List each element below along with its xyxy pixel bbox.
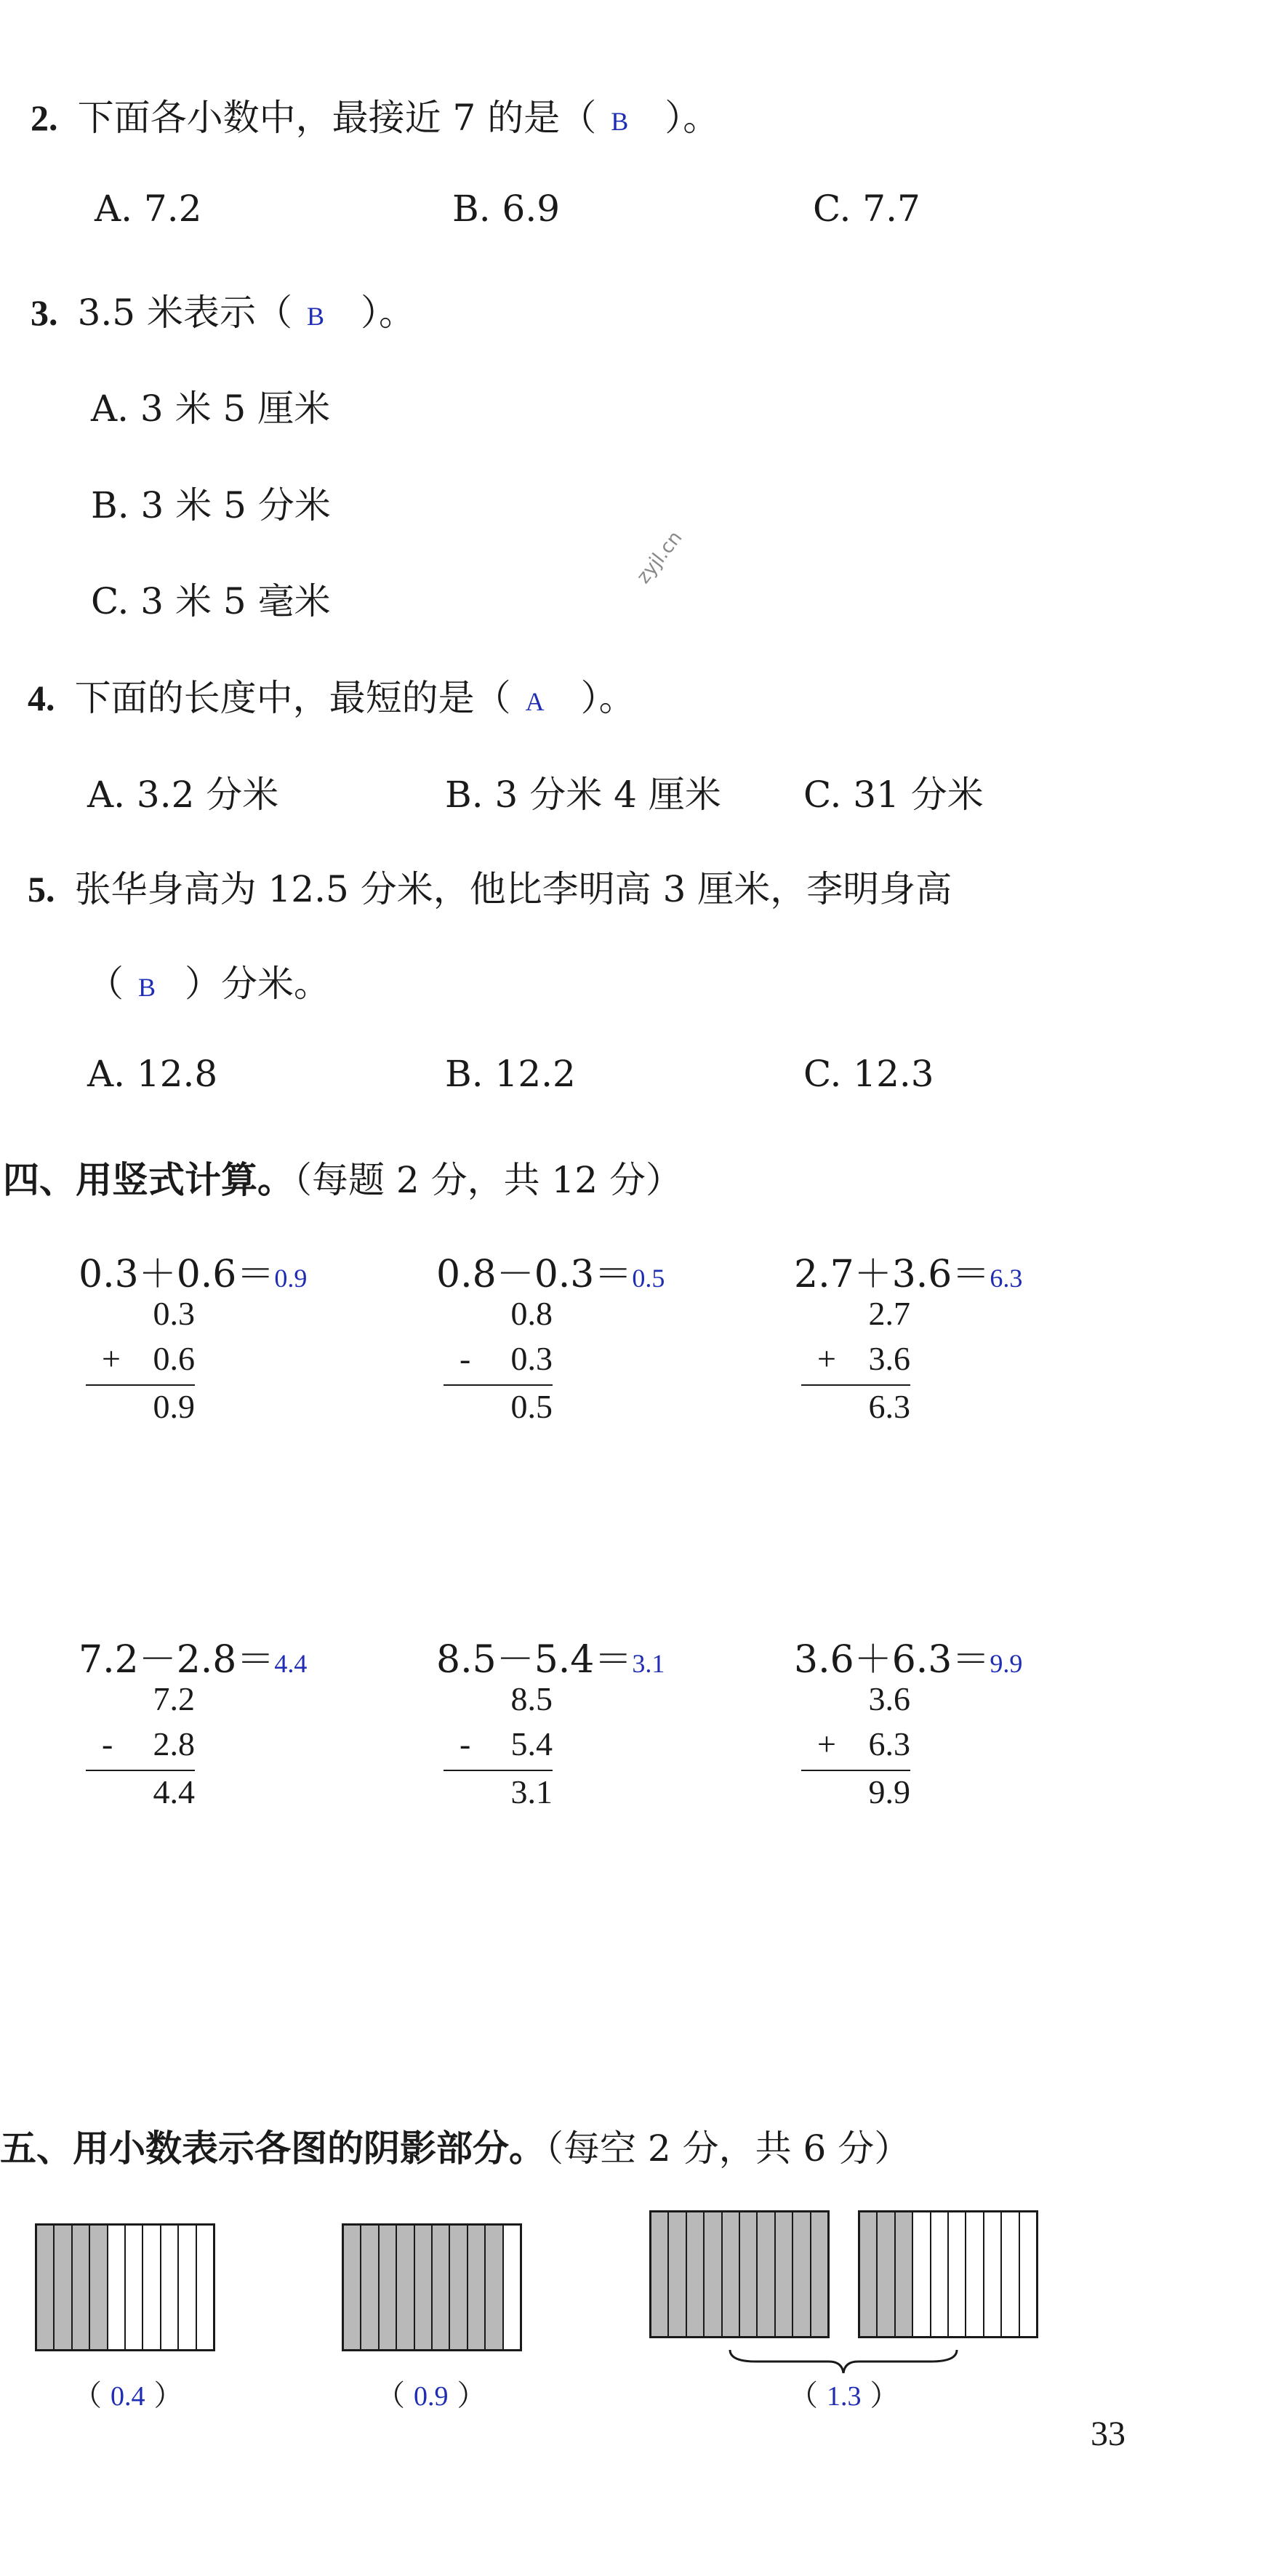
calc-result: 6.3 xyxy=(868,1388,910,1425)
calc-line xyxy=(801,1770,910,1771)
calc-operator: - xyxy=(460,1340,471,1377)
calc-line xyxy=(801,1384,910,1386)
shaded-cell xyxy=(669,2212,686,2336)
question-3 xyxy=(31,284,415,336)
calc-top-operand: 7.2 xyxy=(153,1680,195,1717)
question-number: 3. xyxy=(31,292,58,333)
shaded-cell xyxy=(758,2212,775,2336)
answer: 1.3 xyxy=(827,2381,862,2412)
calc-equation xyxy=(436,1243,665,1298)
shaded-cell xyxy=(380,2226,397,2349)
blank-cell xyxy=(1020,2212,1036,2336)
option-a: A. 3 米 5 厘米 xyxy=(91,388,331,430)
option-b: B. 3 米 5 分米 xyxy=(91,484,331,526)
calc-top-operand: 0.3 xyxy=(153,1295,195,1332)
answer: B xyxy=(138,973,156,1002)
question-5 xyxy=(28,860,952,912)
equation-answer: 3.1 xyxy=(632,1649,665,1678)
equation-answer: 0.5 xyxy=(632,1264,665,1293)
shaded-cell xyxy=(90,2226,108,2349)
calc-line xyxy=(86,1384,195,1386)
calc-line xyxy=(86,1770,195,1771)
shaded-grid-figure-3a xyxy=(649,2210,830,2338)
calc-top-operand: 0.8 xyxy=(510,1295,553,1332)
figure-2-answer xyxy=(376,2372,486,2414)
equation-answer: 6.3 xyxy=(990,1264,1023,1293)
section-heading: 五、用小数表示各图的阴影部分。 xyxy=(0,2127,545,2170)
shaded-grid-figure-3b xyxy=(858,2210,1038,2338)
shaded-cell xyxy=(687,2212,705,2336)
question-5-line2 xyxy=(87,955,330,1007)
question-text: 下面的长度中，最短的是（ xyxy=(74,677,511,719)
vertical-calculation xyxy=(86,1680,209,1825)
equation-answer: 9.9 xyxy=(990,1649,1023,1678)
question-number: 4. xyxy=(28,678,55,718)
calc-equation xyxy=(79,1243,307,1298)
calc-result: 0.5 xyxy=(510,1388,553,1425)
calc-top-operand: 8.5 xyxy=(510,1680,553,1717)
equation-answer: 0.9 xyxy=(274,1264,308,1293)
blank-cell xyxy=(179,2226,196,2349)
blank-cell xyxy=(984,2212,1002,2336)
shaded-cell xyxy=(486,2226,503,2349)
blank-cell xyxy=(504,2226,520,2349)
calc-line xyxy=(444,1384,553,1386)
equation-expression: 7.2－2.8＝ xyxy=(79,1638,275,1682)
calc-operator: + xyxy=(817,1340,836,1377)
shaded-cell xyxy=(415,2226,433,2349)
calc-result: 9.9 xyxy=(868,1773,910,1810)
option-a: A. 7.2 xyxy=(95,188,202,230)
option-c: C. 7.7 xyxy=(813,188,920,230)
page-number: 33 xyxy=(1091,2415,1125,2453)
shaded-cell xyxy=(896,2212,913,2336)
answer: B xyxy=(611,107,629,136)
question-text-end: ）。 xyxy=(580,677,635,719)
question-text: 下面各小数中，最接近 7 的是（ xyxy=(77,97,597,139)
shaded-cell xyxy=(397,2226,414,2349)
shaded-cell xyxy=(705,2212,722,2336)
calc-result: 3.1 xyxy=(510,1773,553,1810)
calc-equation xyxy=(79,1629,307,1683)
calc-bottom-operand: 0.6 xyxy=(153,1340,195,1377)
answer: A xyxy=(525,687,545,716)
bracket-close: ） xyxy=(153,2379,183,2412)
calc-result: 0.9 xyxy=(153,1388,195,1425)
equation-expression: 0.8－0.3＝ xyxy=(436,1253,633,1296)
shaded-cell xyxy=(433,2226,450,2349)
blank-cell xyxy=(126,2226,143,2349)
calc-bottom-operand: 3.6 xyxy=(868,1340,910,1377)
blank-cell xyxy=(108,2226,126,2349)
vertical-calculation xyxy=(444,1680,567,1825)
section-heading: 四、用竖式计算。 xyxy=(3,1158,294,1201)
calc-top-operand: 3.6 xyxy=(868,1680,910,1717)
bracket-close: ） xyxy=(870,2379,899,2412)
question-text-end: ）。 xyxy=(665,97,720,139)
equation-expression: 8.5－5.4＝ xyxy=(436,1638,633,1682)
calc-bottom-operand: 5.4 xyxy=(510,1725,553,1762)
blank-cell xyxy=(161,2226,179,2349)
bracket-close: ） xyxy=(457,2379,486,2412)
equation-expression: 2.7＋3.6＝ xyxy=(794,1253,990,1296)
blank-cell xyxy=(913,2212,931,2336)
watermark: zyjl.cn xyxy=(633,526,687,588)
calc-operator: + xyxy=(102,1340,121,1377)
question-text: 3.5 米表示（ xyxy=(77,292,293,334)
brace-icon xyxy=(727,2347,960,2376)
question-text: 张华身高为 12.5 分米，他比李明高 3 厘米，李明身高 xyxy=(74,868,952,910)
blank-cell xyxy=(197,2226,213,2349)
vertical-calculation xyxy=(86,1294,209,1440)
bracket-open: （ xyxy=(789,2379,818,2412)
blank-cell xyxy=(966,2212,984,2336)
calc-equation xyxy=(794,1243,1022,1298)
question-2 xyxy=(31,89,719,141)
shaded-cell xyxy=(811,2212,827,2336)
blank-cell xyxy=(949,2212,966,2336)
shaded-cell xyxy=(37,2226,55,2349)
calc-bottom-operand: 6.3 xyxy=(868,1725,910,1762)
shaded-cell xyxy=(450,2226,468,2349)
shaded-cell xyxy=(344,2226,361,2349)
shaded-cell xyxy=(468,2226,486,2349)
question-4 xyxy=(28,669,635,721)
answer: 0.9 xyxy=(414,2381,449,2412)
shaded-cell xyxy=(651,2212,669,2336)
option-b: B. 6.9 xyxy=(452,188,561,230)
calc-operator: - xyxy=(460,1725,471,1762)
question-text: （ xyxy=(87,963,124,1005)
calc-equation xyxy=(794,1629,1022,1683)
answer: 0.4 xyxy=(111,2381,145,2412)
option-c: C. 31 分米 xyxy=(803,774,984,816)
vertical-calculation xyxy=(801,1294,925,1440)
shaded-cell xyxy=(793,2212,811,2336)
bracket-open: （ xyxy=(376,2379,405,2412)
question-number: 2. xyxy=(31,97,58,138)
option-b: B. 3 分米 4 厘米 xyxy=(445,774,721,816)
equation-expression: 3.6＋6.3＝ xyxy=(794,1638,990,1682)
bracket-open: （ xyxy=(73,2379,102,2412)
blank-cell xyxy=(931,2212,949,2336)
question-text-end: ）分米。 xyxy=(185,963,331,1005)
option-b: B. 12.2 xyxy=(445,1053,576,1095)
question-number: 5. xyxy=(28,869,55,910)
equation-answer: 4.4 xyxy=(274,1649,308,1678)
equation-expression: 0.3＋0.6＝ xyxy=(79,1253,275,1296)
section-note: （每题 2 分，共 12 分） xyxy=(294,1159,683,1201)
section-5-title xyxy=(0,2119,910,2172)
answer: B xyxy=(307,302,325,331)
blank-cell xyxy=(143,2226,161,2349)
calc-top-operand: 2.7 xyxy=(868,1295,910,1332)
shaded-cell xyxy=(723,2212,740,2336)
calc-result: 4.4 xyxy=(153,1773,195,1810)
option-a: A. 12.8 xyxy=(87,1053,218,1095)
vertical-calculation xyxy=(801,1680,925,1825)
figure-3-answer xyxy=(789,2372,899,2414)
shaded-cell xyxy=(361,2226,379,2349)
calc-bottom-operand: 0.3 xyxy=(510,1340,553,1377)
shaded-cell xyxy=(73,2226,90,2349)
option-c: C. 3 米 5 毫米 xyxy=(91,580,331,622)
calc-operator: - xyxy=(102,1725,113,1762)
option-a: A. 3.2 分米 xyxy=(87,774,279,816)
calc-line xyxy=(444,1770,553,1771)
vertical-calculation xyxy=(444,1294,567,1440)
calc-equation xyxy=(436,1629,665,1683)
shaded-grid-figure-1 xyxy=(35,2223,215,2351)
question-text-end: ）。 xyxy=(361,292,416,334)
option-c: C. 12.3 xyxy=(803,1053,934,1095)
blank-cell xyxy=(1002,2212,1019,2336)
shaded-cell xyxy=(776,2212,793,2336)
section-4-title xyxy=(3,1151,682,1203)
section-note: （每空 2 分，共 6 分） xyxy=(545,2127,911,2170)
shaded-cell xyxy=(740,2212,758,2336)
calc-operator: + xyxy=(817,1725,836,1762)
shaded-cell xyxy=(55,2226,72,2349)
calc-bottom-operand: 2.8 xyxy=(153,1725,195,1762)
figure-1-answer xyxy=(73,2372,183,2414)
shaded-cell xyxy=(878,2212,895,2336)
shaded-cell xyxy=(860,2212,878,2336)
shaded-grid-figure-2 xyxy=(342,2223,522,2351)
